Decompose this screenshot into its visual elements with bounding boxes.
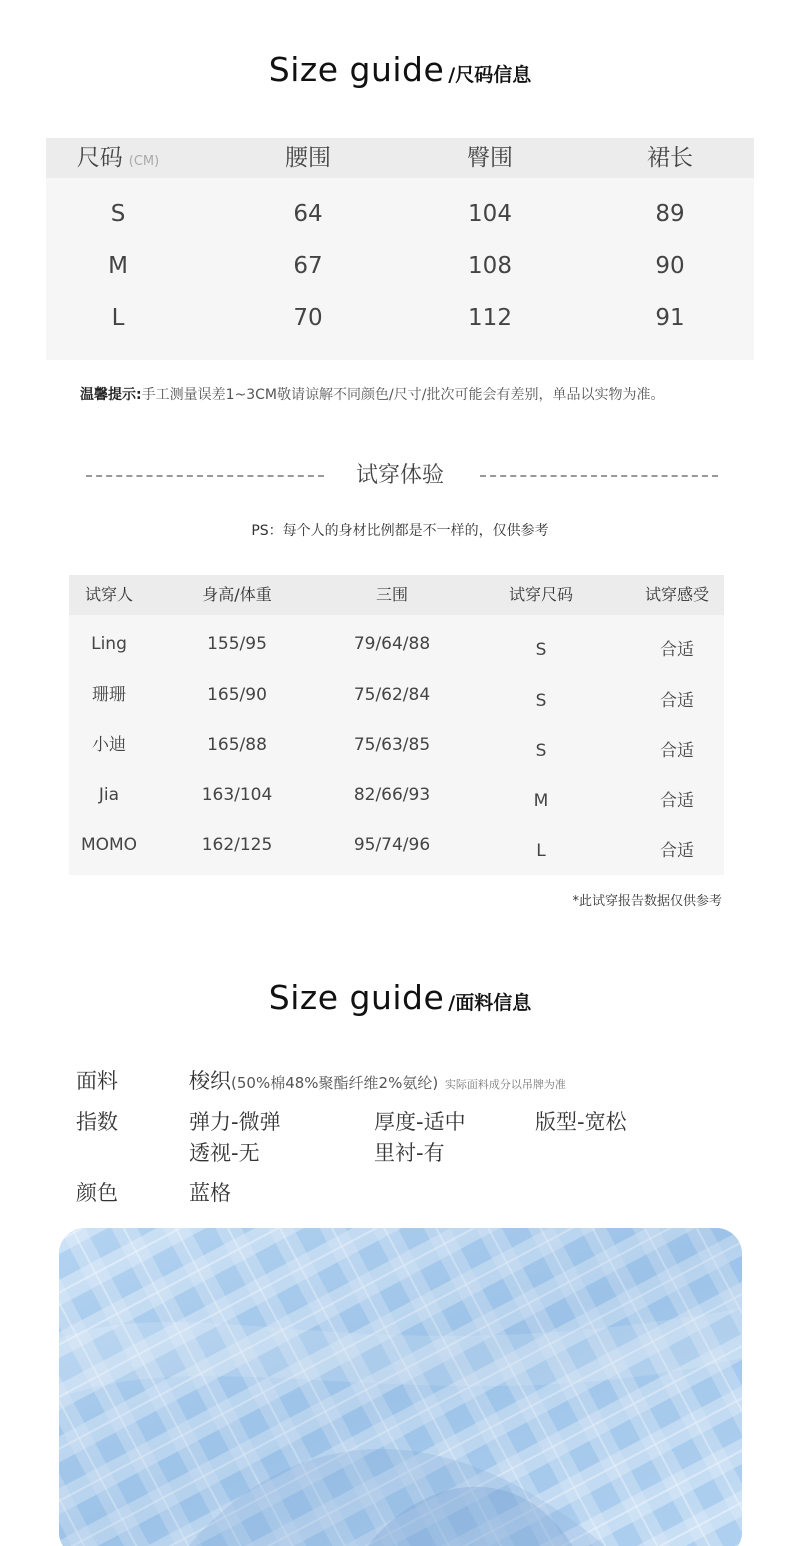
cell-feeling: 合适 [660, 741, 694, 761]
cell-person: MOMO [80, 835, 138, 855]
cell-height-weight: 165/90 [207, 685, 267, 705]
cell-hip: 108 [468, 253, 512, 279]
cell-measurements: 75/63/85 [353, 735, 431, 755]
header-height-weight: 身高/体重 [202, 585, 272, 604]
title-cn: /尺码信息 [448, 64, 532, 86]
cell-length: 90 [655, 253, 685, 279]
header-measurements: 三围 [375, 585, 408, 604]
header-trial-size: 试穿尺码 [508, 585, 573, 604]
cell-person: 小迪 [92, 735, 126, 755]
fit-value: 版型-宽松 [535, 1110, 627, 1134]
cell-height-weight: 162/125 [201, 835, 273, 855]
fitting-table-header [69, 575, 724, 615]
header-hip: 臀围 [467, 145, 513, 171]
trial-report-note: *此试穿报告数据仅供参考 [572, 894, 722, 909]
fabric-texture-image [59, 1228, 742, 1546]
table-row [69, 820, 724, 871]
transparency-value: 透视-无 [189, 1141, 260, 1165]
size-guide-title [0, 50, 800, 89]
table-row [46, 188, 754, 240]
header-size: 尺码 (CM) [76, 145, 160, 171]
material-value: 梭织(50%棉48%聚酯纤维2%氨纶) 实际面料成分以吊牌为准 [189, 1069, 566, 1093]
table-row [46, 292, 754, 344]
title-cn: /面料信息 [448, 992, 532, 1014]
cell-height-weight: 163/104 [201, 785, 273, 805]
material-note: 实际面料成分以吊牌为准 [444, 1078, 566, 1091]
index-label: 指数 [76, 1110, 118, 1134]
lining-value: 里衬-有 [374, 1141, 445, 1165]
header-person: 试穿人 [84, 585, 133, 604]
cell-waist: 70 [293, 305, 323, 331]
fabric-guide-title [0, 978, 800, 1017]
cell-size: M [108, 253, 128, 279]
cell-person: Ling [91, 634, 127, 654]
table-row [69, 770, 724, 821]
material-detail: (50%棉48%聚酯纤维2%氨纶) [231, 1074, 439, 1092]
header-length: 裙长 [647, 145, 693, 171]
header-waist: 腰围 [285, 145, 331, 171]
size-table-header [46, 138, 754, 178]
cell-length: 91 [655, 305, 685, 331]
thickness-value: 厚度-适中 [374, 1110, 466, 1134]
material-label: 面料 [76, 1069, 118, 1093]
table-row [69, 670, 724, 721]
fabric-photo [59, 1228, 742, 1546]
cell-trial-size: S [535, 691, 547, 711]
cell-person: 珊珊 [92, 685, 126, 705]
cell-trial-size: L [536, 841, 546, 861]
cell-feeling: 合适 [660, 640, 694, 660]
cell-measurements: 75/62/84 [353, 685, 431, 705]
cell-trial-size: S [535, 741, 547, 761]
cell-height-weight: 155/95 [207, 634, 267, 654]
table-row [69, 720, 724, 771]
tip-label: 温馨提示: [80, 387, 142, 403]
cell-hip: 112 [468, 305, 512, 331]
measurement-tip [80, 384, 664, 404]
cell-trial-size: S [535, 640, 547, 660]
cell-size: S [110, 201, 126, 227]
cell-feeling: 合适 [660, 691, 694, 711]
ps-note: PS：每个人的身材比例都是不一样的，仅供参考 [251, 523, 549, 539]
cell-feeling: 合适 [660, 791, 694, 811]
cell-size: L [111, 305, 125, 331]
color-value: 蓝格 [189, 1181, 231, 1205]
cell-length: 89 [655, 201, 685, 227]
trial-title-text: 试穿体验 [355, 463, 444, 488]
table-row [69, 619, 724, 670]
cell-waist: 64 [293, 201, 323, 227]
divider-right [480, 475, 718, 477]
cell-height-weight: 165/88 [207, 735, 267, 755]
cell-hip: 104 [468, 201, 512, 227]
title-en: Size guide [268, 978, 445, 1017]
header-feeling: 试穿感受 [644, 585, 709, 604]
cell-person: Jia [98, 785, 120, 805]
color-label: 颜色 [76, 1181, 118, 1205]
header-unit: (CM) [128, 154, 160, 169]
cell-measurements: 79/64/88 [353, 634, 431, 654]
title-en: Size guide [268, 50, 445, 89]
cell-feeling: 合适 [660, 841, 694, 861]
cell-measurements: 95/74/96 [353, 835, 431, 855]
fitting-table [69, 575, 724, 875]
cell-measurements: 82/66/93 [353, 785, 431, 805]
cell-trial-size: M [533, 791, 549, 811]
cell-waist: 67 [293, 253, 323, 279]
elasticity-value: 弹力-微弹 [189, 1110, 281, 1134]
table-row [46, 240, 754, 292]
trial-section-title [0, 458, 800, 494]
size-table [46, 138, 754, 360]
tip-text: 手工测量误差1~3CM敬请谅解不同颜色/尺寸/批次可能会有差别，单品以实物为准。 [141, 387, 665, 403]
